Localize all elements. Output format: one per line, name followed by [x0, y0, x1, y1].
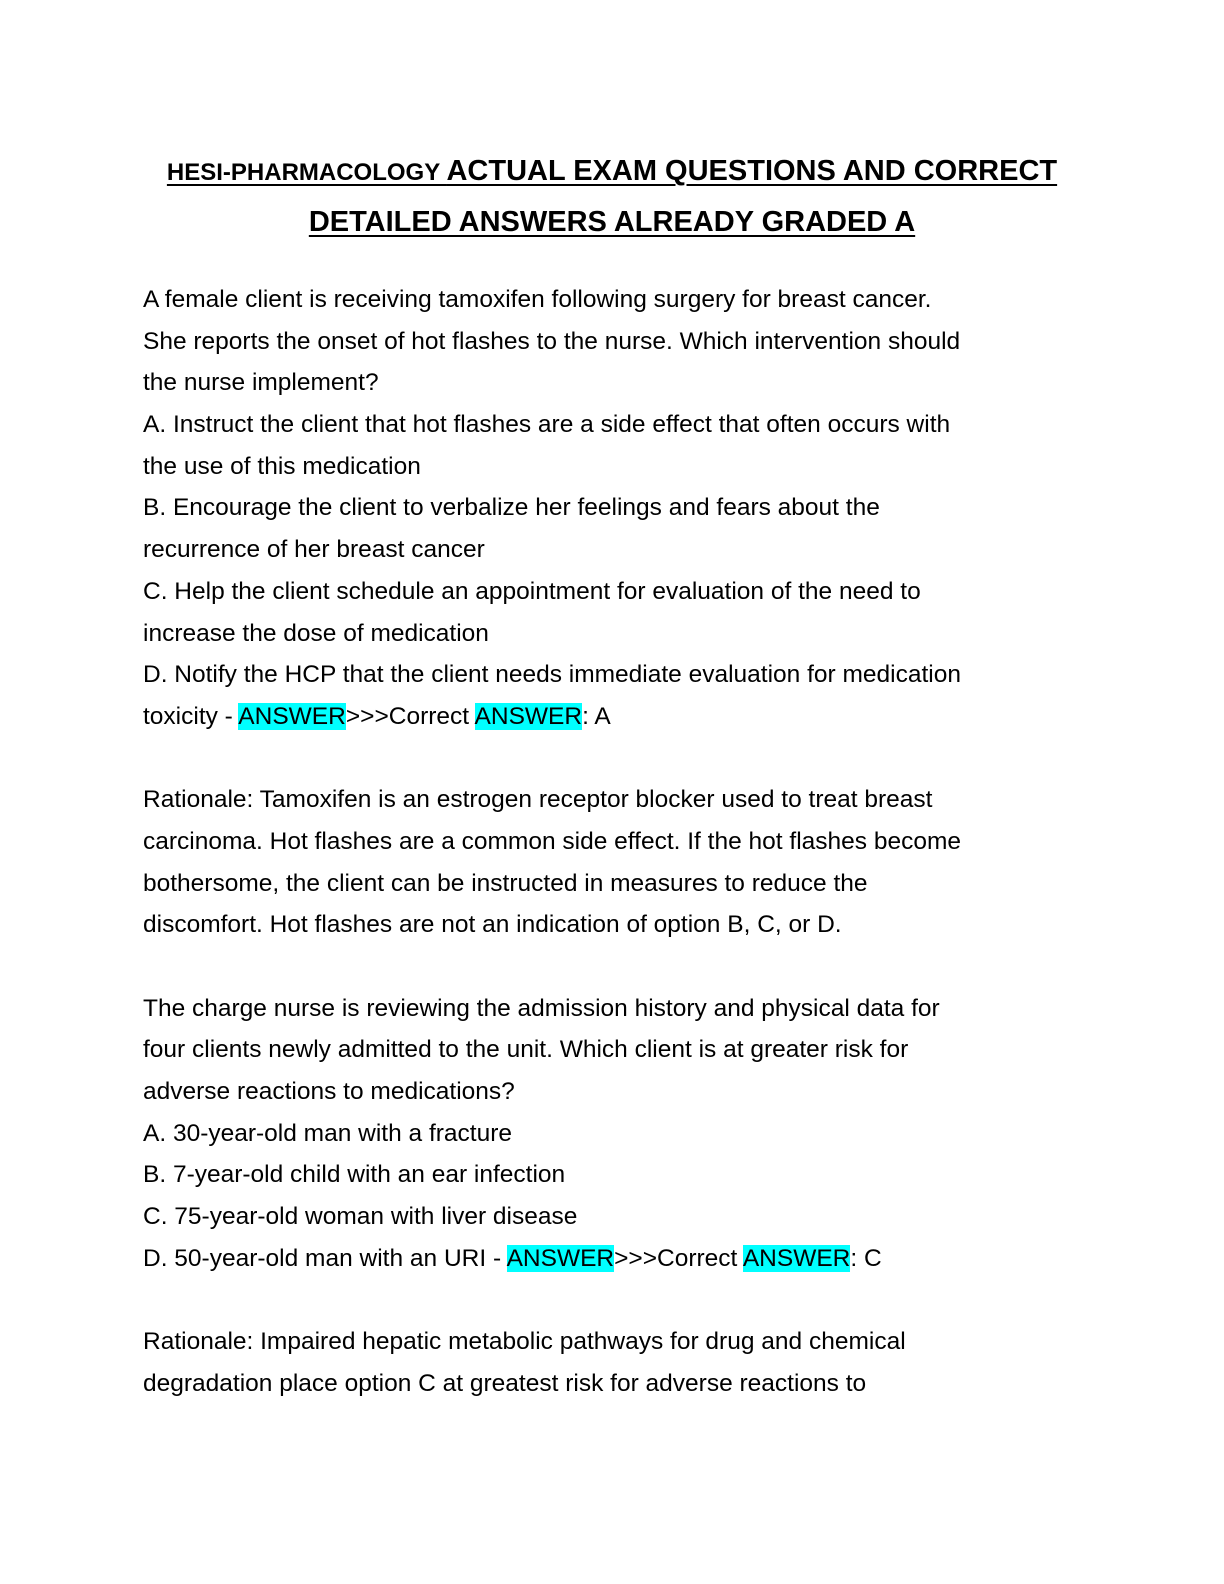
q1-option-c: C. Help the client schedule an appointment for evaluation of the need to — [143, 577, 921, 605]
rationale1-line: discomfort. Hot flashes are not an indication of option B, C, or D. — [143, 911, 842, 939]
spacer — [143, 738, 1093, 780]
q1-option-b-cont: recurrence of her breast cancer — [143, 536, 485, 564]
q1-option-c-cont: increase the dose of medication — [143, 619, 489, 647]
answer-highlight: ANSWER — [506, 1244, 615, 1272]
q1-answer-mid: >>>Correct — [345, 702, 475, 730]
q1-line: A female client is receiving tamoxifen following surgery for breast cancer. — [143, 286, 932, 313]
q2-answer-mid: >>>Correct — [614, 1244, 743, 1272]
q2-answer-line — [143, 1238, 1093, 1280]
q2-option-c: C. 75-year-old woman with liver disease — [143, 1203, 578, 1231]
q1-answer-suffix: : A — [582, 702, 611, 730]
document-body — [143, 279, 1093, 1405]
rationale1-line: bothersome, the client can be instructed in measures to reduce the — [143, 869, 868, 897]
q2-option-b: B. 7-year-old child with an ear infection — [143, 1161, 566, 1189]
q1-line: She reports the onset of hot flashes to the nurse. Which intervention should — [143, 327, 961, 355]
q2-line: The charge nurse is reviewing the admission history and physical data for — [143, 994, 940, 1022]
answer-highlight: ANSWER — [238, 702, 346, 730]
q2-line: adverse reactions to medications? — [143, 1078, 515, 1106]
spacer — [143, 946, 1093, 988]
title-line-1 — [100, 148, 1124, 199]
rationale1-line: carcinoma. Hot flashes are a common side effect. If the hot flashes become — [143, 827, 961, 855]
q1-option-a-cont: the use of this medication — [143, 452, 421, 480]
answer-highlight: ANSWER — [474, 702, 583, 730]
q1-line: the nurse implement? — [143, 369, 379, 397]
q2-answer-prefix: D. 50-year-old man with an URI - — [143, 1244, 507, 1272]
q2-answer-suffix: : C — [850, 1244, 882, 1272]
document-title — [100, 148, 1124, 246]
q1-answer-line — [143, 696, 1093, 738]
rationale2-line: Rationale: Impaired hepatic metabolic pathways for drug and chemical — [143, 1328, 906, 1356]
title-heading: ACTUAL EXAM QUESTIONS AND CORRECT — [446, 155, 1058, 187]
answer-highlight: ANSWER — [742, 1244, 851, 1272]
q1-option-d: D. Notify the HCP that the client needs immediate evaluation for medication — [143, 661, 961, 689]
rationale2-line: degradation place option C at greatest risk for adverse reactions to — [143, 1369, 867, 1397]
q2-option-a: A. 30-year-old man with a fracture — [143, 1119, 513, 1147]
title-subject: HESI-PHARMACOLOGY — [166, 159, 447, 186]
spacer — [143, 1280, 1093, 1322]
q2-line: four clients newly admitted to the unit. Which client is at greater risk for — [143, 1036, 909, 1064]
q1-answer-prefix: toxicity - — [143, 702, 239, 730]
rationale1-line: Rationale: Tamoxifen is an estrogen receptor blocker used to treat breast — [143, 786, 933, 814]
q1-option-b: B. Encourage the client to verbalize her feelings and fears about the — [143, 494, 880, 522]
title-line-2: DETAILED ANSWERS ALREADY GRADED A — [308, 206, 916, 238]
q1-option-a: A. Instruct the client that hot flashes are a side effect that often occurs with — [143, 411, 951, 439]
